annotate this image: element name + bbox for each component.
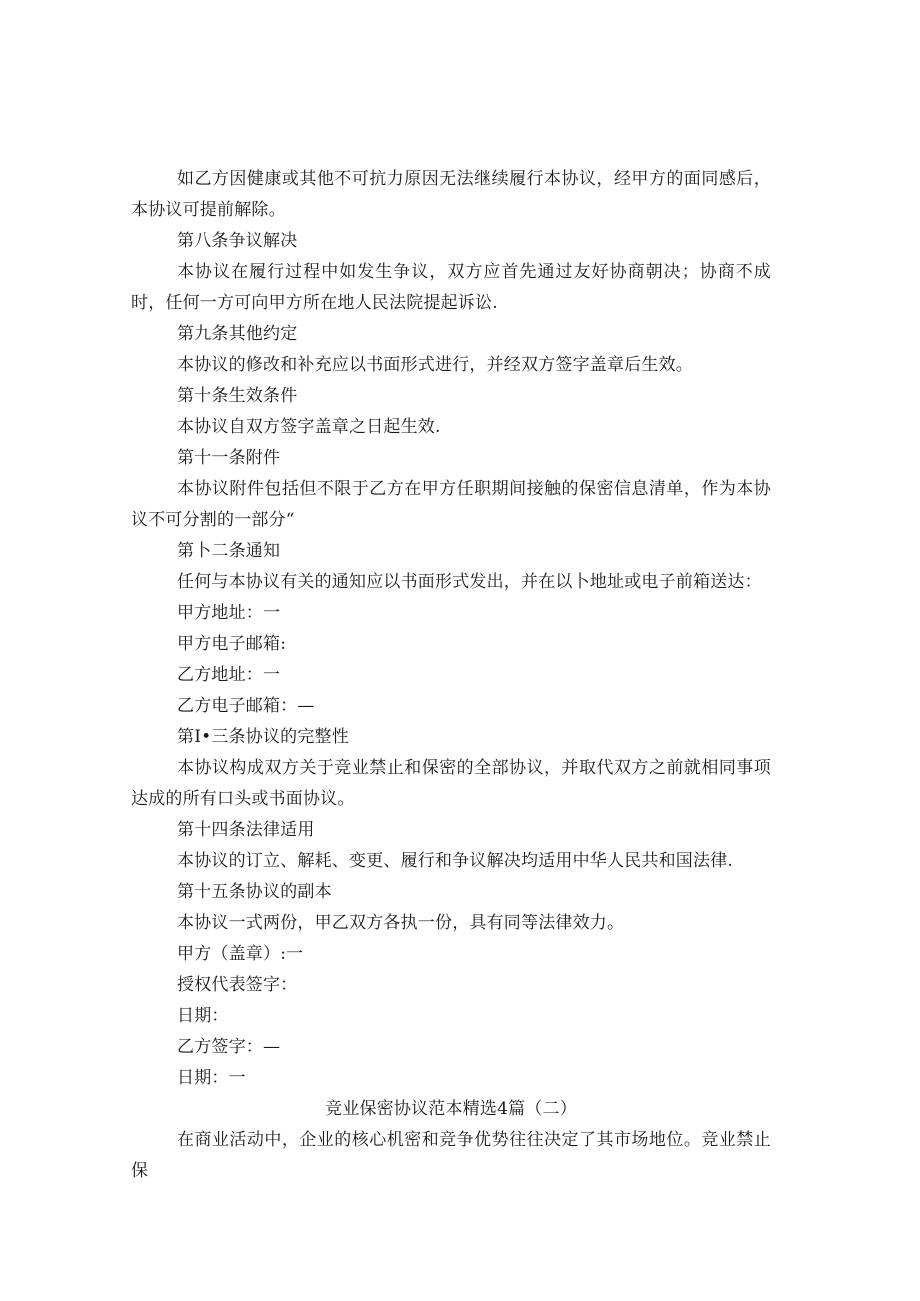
- field-party-b-email: 乙方电子邮箱：—: [177, 696, 315, 716]
- paragraph-copies: 本协议一式两份，甲乙双方各执一份，具有同等法律效力。: [177, 913, 625, 933]
- heading-article-8: 第八条争议解决: [177, 231, 298, 251]
- field-authorized-signature: 授权代表签字：: [177, 975, 298, 995]
- field-date-b: 日期：一: [177, 1068, 246, 1088]
- heading-article-13: 第I•三条协议的完整性: [177, 727, 349, 747]
- heading-article-15: 第十五条协议的副本: [177, 882, 332, 902]
- heading-article-10: 第十条生效条件: [177, 386, 298, 406]
- field-party-b-address: 乙方地址：一: [177, 665, 281, 685]
- heading-article-9: 第九条其他约定: [177, 324, 298, 344]
- heading-article-11: 第十一条附件: [177, 448, 281, 468]
- field-party-a-address: 甲方地址：一: [177, 603, 281, 623]
- paragraph-attachments: 本协议附件包括但不限于乙方在甲方任职期间接触的保密信息清单，作为本协议不可分割的一部分“: [131, 479, 771, 530]
- paragraph-amendments: 本协议的修改和补充应以书面形式进行，并经双方签字盖章后生效。: [177, 355, 693, 375]
- field-party-a-email: 甲方电子邮箱:: [177, 634, 287, 654]
- section-title-part-2: 竞业保密协议范本精选4篇（二）: [325, 1099, 577, 1119]
- paragraph-intro-part-2: 在商业活动中，企业的核心机密和竞争优势往往决定了其市场地位。竞业禁止保: [131, 1130, 771, 1181]
- paragraph-effective: 本协议自双方签字盖章之日起生效.: [177, 417, 441, 437]
- paragraph-notice: 任何与本协议有关的通知应以书面形式发出，并在以卜地址或电子前箱送达：: [177, 572, 762, 592]
- paragraph-entire-agreement: 本协议构成双方关于竞业禁止和保密的全部协议，并取代双方之前就相同事项达成的所有口头或书面协议。: [131, 758, 771, 809]
- field-date-a: 日期：: [177, 1006, 229, 1026]
- heading-article-12: 第卜二条通知: [177, 541, 281, 561]
- field-party-b-signature: 乙方签字：—: [177, 1037, 281, 1057]
- heading-article-14: 第十四条法律适用: [177, 820, 315, 840]
- paragraph-early-termination: 如乙方因健康或其他不可抗力原因无法继续履行本协议，经甲方的面同感后，本协议可提前解除。: [131, 169, 771, 220]
- document-body: [131, 164, 771, 1187]
- paragraph-governing-law: 本协议的订立、解耗、变更、履行和争议解决均适用中华人民共和国法律.: [177, 851, 734, 871]
- paragraph-dispute-resolution: 本协议在履行过程中如发生争议，双方应首先通过友好协商朝决；协商不成时，任何一方可向甲方所在地人民法院提起诉讼.: [131, 262, 771, 313]
- field-party-a-seal: 甲方（盖章）:一: [177, 944, 304, 964]
